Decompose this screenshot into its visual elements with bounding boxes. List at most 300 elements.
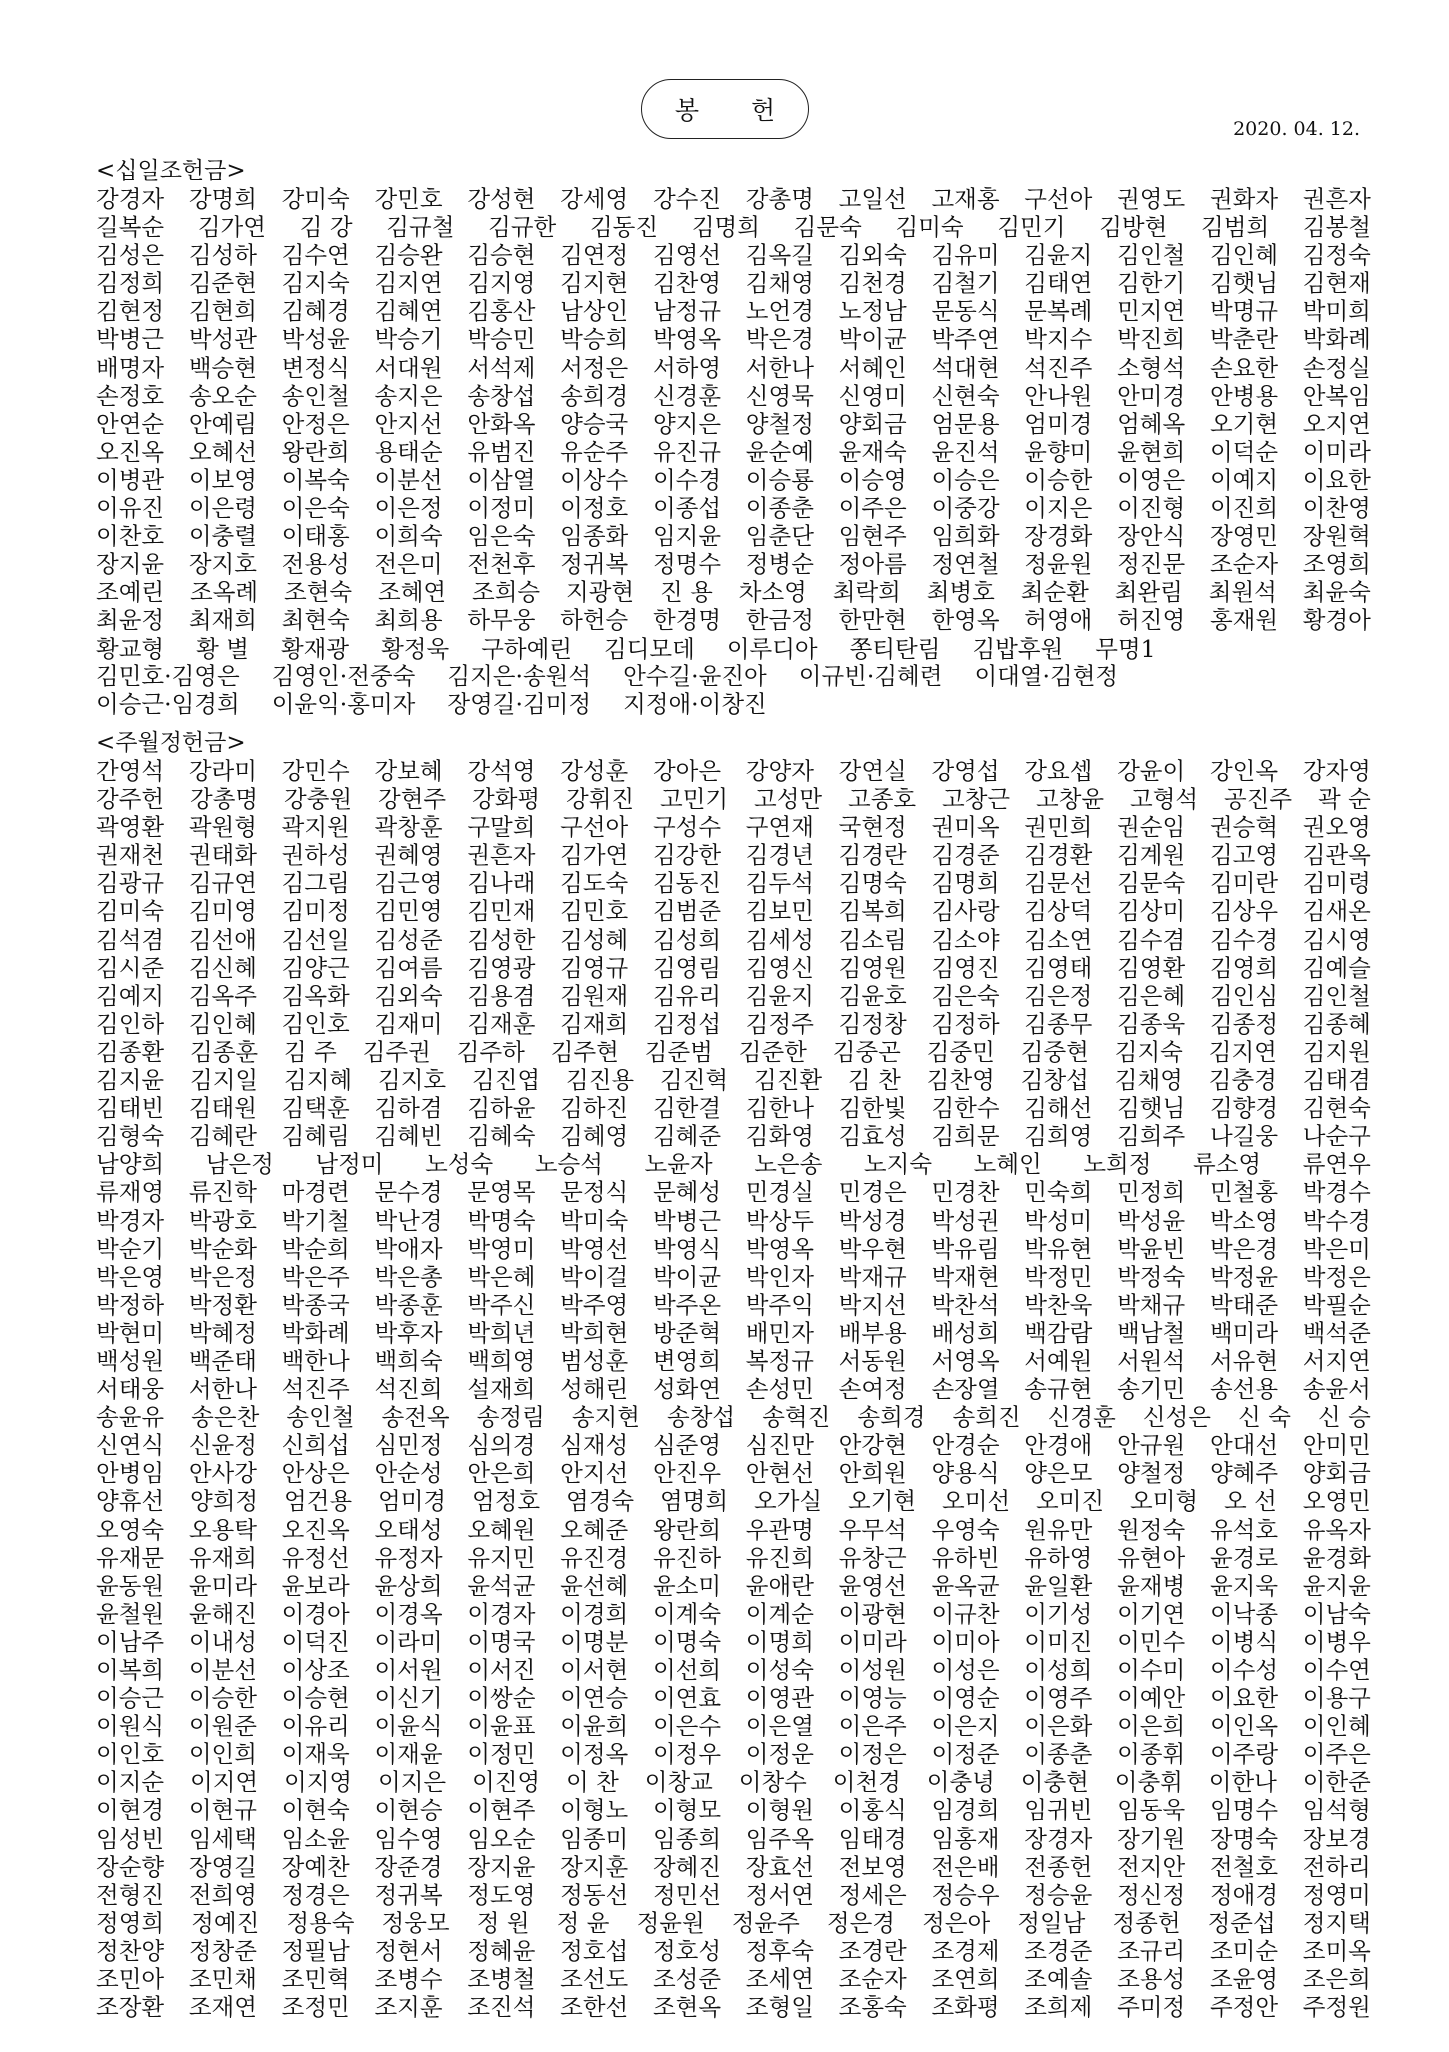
donor-name: 김관옥 [1302, 841, 1371, 870]
donor-name: 노혜인 [973, 1150, 1042, 1179]
donor-name: 이지순 [96, 1768, 165, 1797]
donor-name: 안예림 [188, 409, 257, 438]
donor-name: 문복례 [1024, 297, 1093, 326]
donor-name: 김영신 [745, 953, 814, 982]
donor-name: 주정원 [1302, 1993, 1371, 2022]
name-row [96, 813, 1371, 841]
donor-name: 이상수 [560, 465, 629, 494]
donor-name: 황교형 [96, 634, 165, 663]
donor-name: 강연실 [838, 757, 907, 785]
donor-name: 김연정 [560, 241, 629, 270]
donor-name: 강민수 [281, 757, 350, 785]
donor-name: 전은미 [374, 550, 443, 579]
donor-name: 배성희 [931, 1318, 1000, 1347]
donor-name: 김동진 [652, 869, 722, 898]
donor-name: 윤상희 [374, 1571, 443, 1600]
donor-name: 유진희 [745, 1543, 814, 1572]
donor-name: 박은경 [745, 325, 814, 354]
donor-name: 백승현 [188, 353, 257, 382]
donor-name: 이희숙 [374, 522, 443, 551]
donor-name: 문수경 [374, 1178, 443, 1207]
name-row [96, 354, 1371, 382]
donor-name: 임종미 [560, 1824, 629, 1853]
donor-name: 이수성 [1209, 1656, 1279, 1684]
donor-name: 강화평 [472, 785, 541, 814]
weekly-name-list [96, 757, 1371, 2021]
donor-name: 김나래 [467, 869, 536, 898]
donor-name: 민경찬 [931, 1178, 1000, 1207]
donor-name: 김지숙 [281, 269, 350, 298]
donor-name: 이요한 [1209, 1684, 1279, 1713]
donor-name: 이충현 [1020, 1768, 1089, 1797]
donor-name: 남정규 [652, 297, 722, 326]
donor-name: 오기현 [848, 1487, 917, 1516]
name-row [96, 1094, 1371, 1122]
donor-name: 권순임 [1117, 813, 1186, 842]
donor-name: 한만현 [838, 606, 907, 635]
donor-name: 김규철 [386, 213, 455, 242]
donor-name: 조용성 [1117, 1965, 1186, 1994]
donor-name: 김영태 [1024, 953, 1093, 982]
donor-name: 오혜준 [560, 1515, 629, 1544]
donor-name: 허진영 [1117, 606, 1186, 635]
donor-name: 김새온 [1302, 897, 1371, 926]
name-row [96, 269, 1371, 297]
donor-name: 김지숙 [1114, 1037, 1183, 1066]
donor-name: 이분선 [188, 1656, 257, 1684]
donor-name: 배명자 [96, 353, 165, 382]
donor-name: 정후숙 [745, 1936, 814, 1965]
donor-name: 김하겸 [374, 1094, 443, 1123]
donor-name: 박성경 [838, 1206, 907, 1235]
donor-name: 김예슬 [1302, 953, 1371, 982]
donor-name: 안화옥 [467, 409, 536, 438]
donor-name: 이승현 [281, 1684, 350, 1713]
donor-name: 이형노 [560, 1796, 629, 1825]
donor-name: 이연효 [652, 1684, 722, 1713]
donor-name: 김채영 [1114, 1066, 1183, 1095]
donor-name: 진 용 [660, 578, 713, 607]
donor-name: 이윤표 [467, 1712, 536, 1741]
donor-name: 노은송 [754, 1150, 823, 1179]
name-row [96, 185, 1371, 213]
donor-name: 강민호 [374, 185, 443, 213]
donor-name: 백남철 [1117, 1318, 1186, 1347]
donor-name: 신 숙 [1238, 1403, 1291, 1432]
donor-name: 이승근·임경희 [96, 690, 240, 719]
donor-name: 정도영 [467, 1880, 536, 1909]
donor-name: 박기철 [281, 1206, 350, 1235]
donor-name: 장경자 [1024, 1824, 1093, 1853]
donor-name: 강라미 [188, 757, 257, 785]
donor-name: 윤철원 [96, 1599, 165, 1628]
donor-name: 유진하 [652, 1543, 722, 1572]
donor-name: 강영섭 [931, 757, 1000, 785]
donor-name: 이경아 [281, 1599, 350, 1628]
donor-name: 권승혁 [1209, 813, 1279, 842]
donor-name: 변정식 [281, 353, 350, 382]
donor-name: 오영민 [1302, 1487, 1371, 1516]
name-row [96, 1010, 1371, 1038]
donor-name: 이명희 [745, 1627, 814, 1656]
tithe-couple-list [96, 662, 1371, 718]
donor-name: 박순희 [281, 1234, 350, 1263]
donor-name: 박종국 [281, 1290, 350, 1319]
donor-name: 이찬호 [96, 522, 165, 551]
name-row [96, 1207, 1371, 1235]
donor-name: 김동진 [589, 213, 659, 242]
donor-name: 장명숙 [1209, 1824, 1279, 1853]
donor-name: 이승한 [1024, 465, 1093, 494]
donor-name: 오진옥 [96, 437, 165, 466]
donor-name: 유진규 [652, 437, 722, 466]
donor-name: 왕란희 [281, 437, 350, 466]
donor-name: 복정규 [745, 1346, 814, 1375]
donor-name: 나길웅 [1209, 1122, 1279, 1151]
donor-name: 왕란희 [652, 1515, 722, 1544]
donor-name: 송선용 [1209, 1375, 1279, 1404]
donor-name: 유지민 [467, 1543, 536, 1572]
donor-name: 권하성 [281, 841, 350, 870]
donor-name: 정승윤 [1024, 1880, 1093, 1909]
donor-name: 정준섭 [1207, 1908, 1276, 1937]
donor-name: 김소야 [931, 925, 1000, 954]
donor-name: 권영도 [1117, 185, 1186, 213]
donor-name: 최락희 [832, 578, 901, 607]
donor-name: 조선도 [560, 1965, 629, 1994]
donor-name: 서예원 [1024, 1346, 1093, 1375]
donor-name: 김주현 [550, 1037, 619, 1066]
donor-name: 조민아 [96, 1965, 165, 1994]
donor-name: 황정욱 [381, 634, 450, 663]
donor-name: 국현정 [838, 813, 907, 842]
donor-name: 임지윤 [652, 522, 722, 551]
donor-name: 정찬양 [96, 1936, 165, 1965]
donor-name: 권화자 [1209, 185, 1279, 213]
donor-name: 송희진 [952, 1403, 1021, 1432]
donor-name: 류재영 [96, 1178, 165, 1207]
donor-name: 정귀복 [374, 1880, 443, 1909]
name-row [96, 926, 1371, 954]
name-row [96, 869, 1371, 897]
donor-name: 박은혜 [467, 1262, 536, 1291]
donor-name: 이현경 [96, 1796, 165, 1825]
donor-name: 안복임 [1302, 381, 1371, 410]
donor-name: 서정은 [560, 353, 629, 382]
donor-name: 김경준 [931, 841, 1000, 870]
donor-name: 송규현 [1024, 1375, 1093, 1404]
donor-name: 김철기 [931, 269, 1000, 298]
donor-name: 고민기 [660, 785, 729, 814]
donor-name: 김재훈 [467, 1009, 536, 1038]
donor-name: 박태준 [1209, 1290, 1279, 1319]
donor-name: 이미라 [838, 1627, 907, 1656]
donor-name: 남양희 [96, 1150, 165, 1179]
donor-name: 김지혜 [284, 1066, 353, 1095]
donor-name: 이천경 [832, 1768, 901, 1797]
name-row [96, 1516, 1371, 1544]
donor-name: 안경애 [1024, 1431, 1093, 1460]
donor-name: 유범진 [467, 437, 536, 466]
donor-name: 황경아 [1302, 606, 1371, 635]
donor-name: 김종환 [96, 1037, 165, 1066]
donor-name: 박은경 [1209, 1234, 1279, 1263]
donor-name: 박순기 [96, 1234, 165, 1263]
donor-name: 김하진 [560, 1094, 629, 1123]
donor-name: 이승룡 [745, 465, 814, 494]
donor-name: 소형석 [1117, 353, 1186, 382]
donor-name: 김홍산 [467, 297, 536, 326]
donor-name: 김민영 [374, 897, 443, 926]
donor-name: 심의경 [467, 1431, 536, 1460]
donor-name: 임경희 [931, 1796, 1000, 1825]
donor-name: 석진희 [374, 1375, 443, 1404]
donor-name: 장지윤 [467, 1852, 536, 1881]
donor-name: 김인호 [281, 1009, 350, 1038]
donor-name: 김햇님 [1209, 269, 1279, 298]
donor-name: 민경실 [745, 1178, 814, 1207]
donor-name: 이인옥 [1209, 1712, 1279, 1741]
donor-name: 박성윤 [1117, 1206, 1186, 1235]
donor-name: 김혜연 [374, 297, 443, 326]
donor-name: 류진학 [188, 1178, 257, 1207]
donor-name: 권태화 [188, 841, 257, 870]
donor-name: 박애자 [374, 1234, 443, 1263]
donor-name: 유하빈 [931, 1543, 1000, 1572]
donor-name: 이진희 [1209, 494, 1279, 523]
donor-name: 오진옥 [281, 1515, 350, 1544]
donor-name: 오 선 [1224, 1487, 1277, 1516]
donor-name: 박병근 [96, 325, 165, 354]
donor-name: 이복희 [96, 1656, 165, 1684]
donor-name: 김중곤 [832, 1037, 901, 1066]
donor-name: 김미숙 [895, 213, 964, 242]
donor-name: 김윤지 [745, 981, 814, 1010]
donor-name: 정민선 [652, 1880, 722, 1909]
donor-name: 최희용 [374, 606, 443, 635]
donor-name: 권미옥 [931, 813, 1000, 842]
donor-name: 이 찬 [566, 1768, 619, 1797]
donor-name: 구말희 [467, 813, 536, 842]
donor-name: 김영규 [560, 953, 629, 982]
donor-name: 이라미 [374, 1627, 443, 1656]
donor-name: 이승영 [838, 465, 907, 494]
name-row [96, 410, 1371, 438]
donor-name: 김택훈 [281, 1094, 350, 1123]
donor-name: 정지택 [1302, 1908, 1371, 1937]
donor-name: 송창섭 [467, 381, 536, 410]
donor-name: 이종춘 [1024, 1740, 1093, 1769]
donor-name: 김혜림 [281, 1122, 350, 1151]
donor-name: 김윤지 [1024, 241, 1093, 270]
donor-name: 김은정 [1024, 981, 1093, 1010]
donor-name: 장지호 [188, 550, 257, 579]
donor-name: 김가연 [560, 841, 629, 870]
donor-name: 민경은 [838, 1178, 907, 1207]
name-row [96, 785, 1371, 813]
donor-name: 강성훈 [560, 757, 629, 785]
donor-name: 정예진 [191, 1908, 260, 1937]
donor-name: 이기성 [1024, 1599, 1093, 1628]
donor-name: 김소림 [838, 925, 907, 954]
donor-name: 유정자 [374, 1543, 443, 1572]
donor-name: 공진주 [1224, 785, 1293, 814]
donor-name: 신경훈 [1047, 1403, 1116, 1432]
donor-name: 이창수 [738, 1768, 807, 1797]
donor-name: 김인혜 [188, 1009, 257, 1038]
donor-name: 김천경 [838, 269, 907, 298]
donor-name: 박춘란 [1209, 325, 1279, 354]
donor-name: 안대선 [1209, 1431, 1279, 1460]
donor-name: 박경자 [96, 1206, 165, 1235]
donor-name: 김미숙 [96, 897, 165, 926]
donor-name: 정승우 [931, 1880, 1000, 1909]
donor-name: 곽 순 [1318, 785, 1371, 814]
donor-name: 장영길·김미정 [447, 690, 592, 719]
donor-name: 정은경 [826, 1908, 896, 1937]
donor-name: 신영묵 [745, 381, 814, 410]
donor-name: 안나원 [1024, 381, 1093, 410]
donor-name: 박지수 [1024, 325, 1093, 354]
donor-name: 박주영 [560, 1290, 629, 1319]
donor-name: 김가연 [197, 213, 266, 242]
donor-name: 이진형 [1117, 494, 1186, 523]
donor-name: 박순화 [188, 1234, 257, 1263]
donor-name: 이충휘 [1114, 1768, 1183, 1797]
donor-name: 조윤영 [1209, 1965, 1279, 1994]
donor-name: 이재윤 [374, 1740, 443, 1769]
donor-name: 김찬영 [926, 1066, 995, 1095]
donor-name: 고재홍 [931, 185, 1000, 213]
donor-name: 신희섭 [281, 1431, 350, 1460]
donor-name: 안희원 [838, 1459, 907, 1488]
donor-name: 김외숙 [838, 241, 907, 270]
donor-name: 박필순 [1302, 1290, 1371, 1319]
donor-name: 양회금 [1302, 1459, 1371, 1488]
donor-name: 고창근 [942, 785, 1011, 814]
donor-name: 김명숙 [838, 869, 907, 898]
donor-name: 양은모 [1024, 1459, 1093, 1488]
donor-name: 이정호 [560, 494, 629, 523]
donor-name: 구선아 [560, 813, 629, 842]
donor-name: 김광규 [96, 869, 165, 898]
donor-name: 이경자 [467, 1599, 536, 1628]
donor-name: 이성숙 [745, 1656, 814, 1684]
donor-name: 김소연 [1024, 925, 1093, 954]
donor-name: 권흔자 [1302, 185, 1371, 213]
donor-name: 장순향 [96, 1852, 165, 1881]
donor-name: 김현숙 [1302, 1094, 1371, 1123]
donor-name: 박찬욱 [1024, 1290, 1093, 1319]
name-row [96, 1684, 1371, 1712]
donor-name: 김영진 [931, 953, 1000, 982]
donor-name: 강윤이 [1117, 757, 1186, 785]
name-row [96, 1825, 1371, 1853]
donor-name: 우영숙 [931, 1515, 1000, 1544]
donor-name: 남상인 [560, 297, 629, 326]
donor-name: 김상미 [1117, 897, 1186, 926]
donor-name: 한금정 [745, 606, 814, 635]
donor-name: 정영미 [1302, 1880, 1371, 1909]
donor-name: 권혜영 [374, 841, 443, 870]
donor-name: 나순구 [1302, 1122, 1371, 1151]
donor-name: 박성권 [931, 1206, 1000, 1235]
donor-name: 김진환 [754, 1066, 823, 1095]
name-row [96, 494, 1371, 522]
donor-name: 양회금 [838, 409, 907, 438]
donor-name: 양용식 [931, 1459, 1000, 1488]
donor-name: 이병식 [1209, 1627, 1279, 1656]
donor-name: 유재문 [96, 1543, 165, 1572]
donor-name: 윤지욱 [1209, 1571, 1279, 1600]
donor-name: 이은열 [745, 1712, 814, 1741]
donor-name: 박은미 [1302, 1234, 1371, 1263]
donor-name: 염명희 [660, 1487, 729, 1516]
donor-name: 손여정 [838, 1375, 907, 1404]
donor-name: 김지은·송원석 [447, 662, 592, 690]
donor-name: 유옥자 [1302, 1515, 1371, 1544]
donor-name: 이영관 [745, 1684, 814, 1713]
donor-name: 이계숙 [652, 1599, 722, 1628]
donor-name: 김정섭 [652, 1009, 722, 1038]
donor-name: 오미선 [942, 1487, 1011, 1516]
donor-name: 이영주 [1024, 1684, 1093, 1713]
donor-name: 박승기 [374, 325, 443, 354]
donor-name: 조병철 [467, 1965, 536, 1994]
donor-name: 안강현 [838, 1431, 907, 1460]
name-row [96, 1066, 1371, 1094]
donor-name: 임명수 [1209, 1796, 1279, 1825]
donor-name: 김윤호 [838, 981, 907, 1010]
name-row [96, 1740, 1371, 1768]
donor-name: 박영옥 [745, 1234, 814, 1263]
donor-name: 이분선 [374, 465, 443, 494]
donor-name: 김혜란 [188, 1122, 257, 1151]
name-row [96, 382, 1371, 410]
donor-name: 심재성 [560, 1431, 629, 1460]
donor-name: 박정민 [1024, 1262, 1093, 1291]
donor-name: 유하영 [1024, 1543, 1093, 1572]
donor-name: 구연재 [745, 813, 814, 842]
donor-name: 김은숙 [931, 981, 1000, 1010]
donor-name: 이윤희 [560, 1712, 629, 1741]
donor-name: 김시영 [1302, 925, 1371, 954]
donor-name: 김신혜 [188, 953, 257, 982]
donor-name: 김진엽 [472, 1066, 541, 1095]
donor-name: 송오순 [188, 381, 257, 410]
name-row [96, 1122, 1371, 1150]
donor-name: 우관명 [745, 1515, 814, 1544]
donor-name: 이보영 [188, 465, 257, 494]
donor-name: 임춘단 [745, 522, 814, 551]
donor-name: 박미희 [1302, 297, 1371, 326]
donor-name: 엄정호 [472, 1487, 541, 1516]
name-row [96, 466, 1371, 494]
donor-name: 정명수 [652, 550, 722, 579]
donor-name: 윤현희 [1117, 437, 1186, 466]
donor-name: 고일선 [838, 185, 907, 213]
donor-name: 곽지원 [281, 813, 350, 842]
donor-name: 김 찬 [848, 1066, 901, 1095]
donor-name: 이현승 [374, 1796, 443, 1825]
donor-name: 이병관 [96, 465, 165, 494]
donor-name: 송윤유 [96, 1403, 165, 1432]
donor-name: 김방현 [1099, 213, 1168, 242]
donor-name: 무명1 [1095, 634, 1156, 663]
donor-name: 정윤주 [731, 1908, 800, 1937]
donor-name: 김선일 [281, 925, 350, 954]
donor-name: 전보영 [838, 1852, 907, 1881]
